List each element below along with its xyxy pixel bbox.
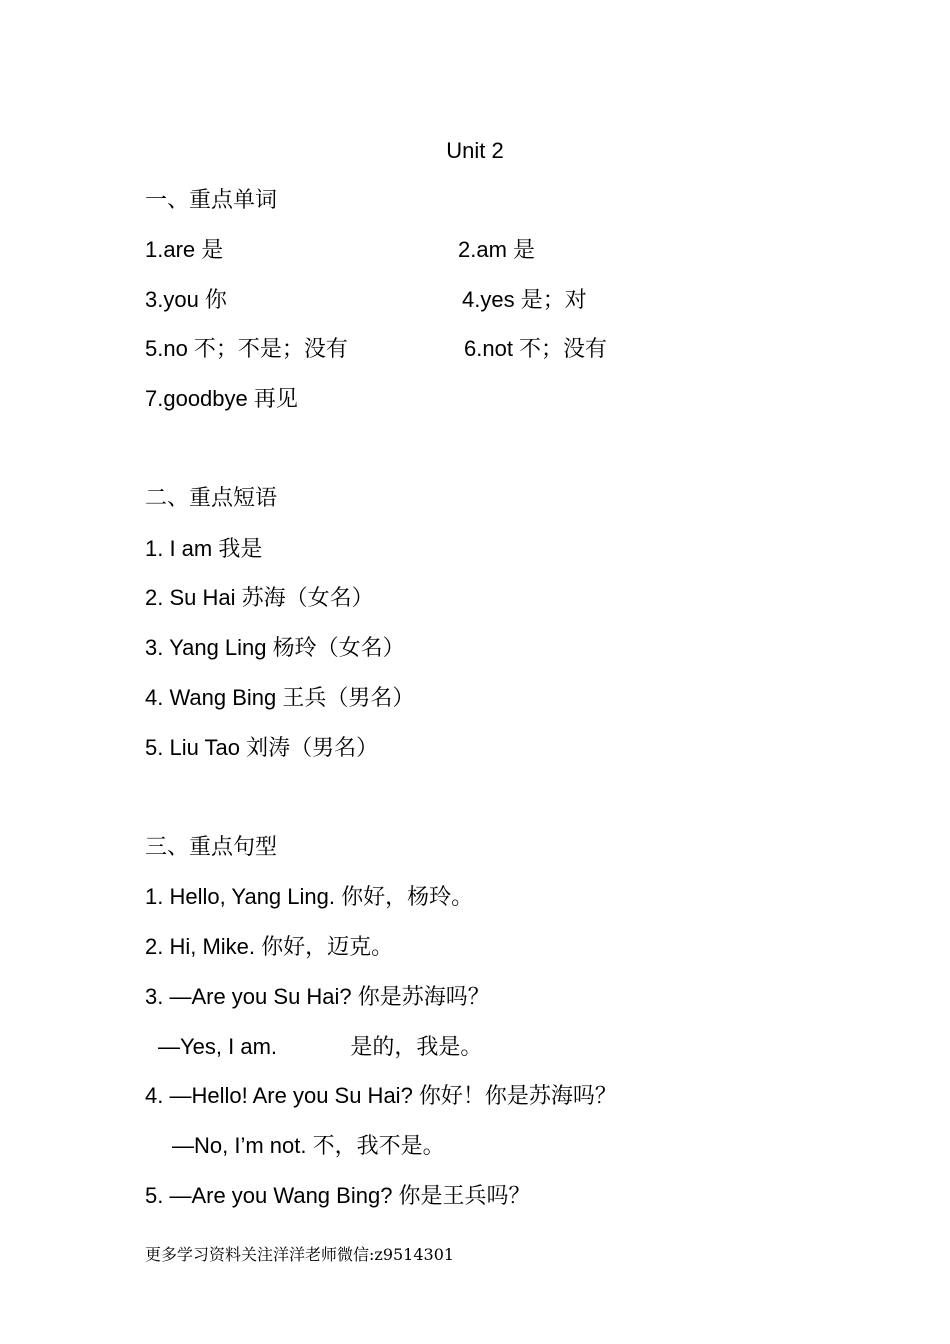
word-item: 5.no 不；不是；没有 [145,336,348,361]
sentence-item: 3. —Are you Su Hai? 你是苏海吗？ [145,984,490,1009]
section-heading-sentences: 三、重点句型 [145,835,278,860]
word-item: 2.am 是 [458,237,536,262]
sentence-item: 2. Hi, Mike. 你好，迈克。 [145,934,394,959]
sentence-item: 4. —Hello! Are you Su Hai? 你好！你是苏海吗？ [145,1083,617,1108]
sentence-item: —No, I’m not. 不，我不是。 [172,1133,445,1158]
sentence-item: 5. —Are you Wang Bing? 你是王兵吗？ [145,1183,531,1208]
page-title: Unit 2 [446,138,504,163]
sentence-item: —Yes, I am. 是的，我是。 [158,1034,483,1059]
word-item: 4.yes 是；对 [462,287,587,312]
section-heading-phrases: 二、重点短语 [145,486,278,511]
sentence-item: 1. Hello, Yang Ling. 你好，杨玲。 [145,884,474,909]
phrase-item: 4. Wang Bing 王兵（男名） [145,685,415,710]
phrase-item: 1. I am 我是 [145,536,263,561]
section-heading-words: 一、重点单词 [145,188,278,213]
phrase-item: 3. Yang Ling 杨玲（女名） [145,635,405,660]
phrase-item: 5. Liu Tao 刘涛（男名） [145,735,379,760]
word-item: 3.you 你 [145,287,227,312]
word-item: 7.goodbye 再见 [145,386,298,411]
footer-note: 更多学习资料关注洋洋老师微信:z9514301 [145,1245,455,1264]
word-item: 6.not 不；没有 [464,336,608,361]
phrase-item: 2. Su Hai 苏海（女名） [145,585,374,610]
word-item: 1.are 是 [145,237,224,262]
